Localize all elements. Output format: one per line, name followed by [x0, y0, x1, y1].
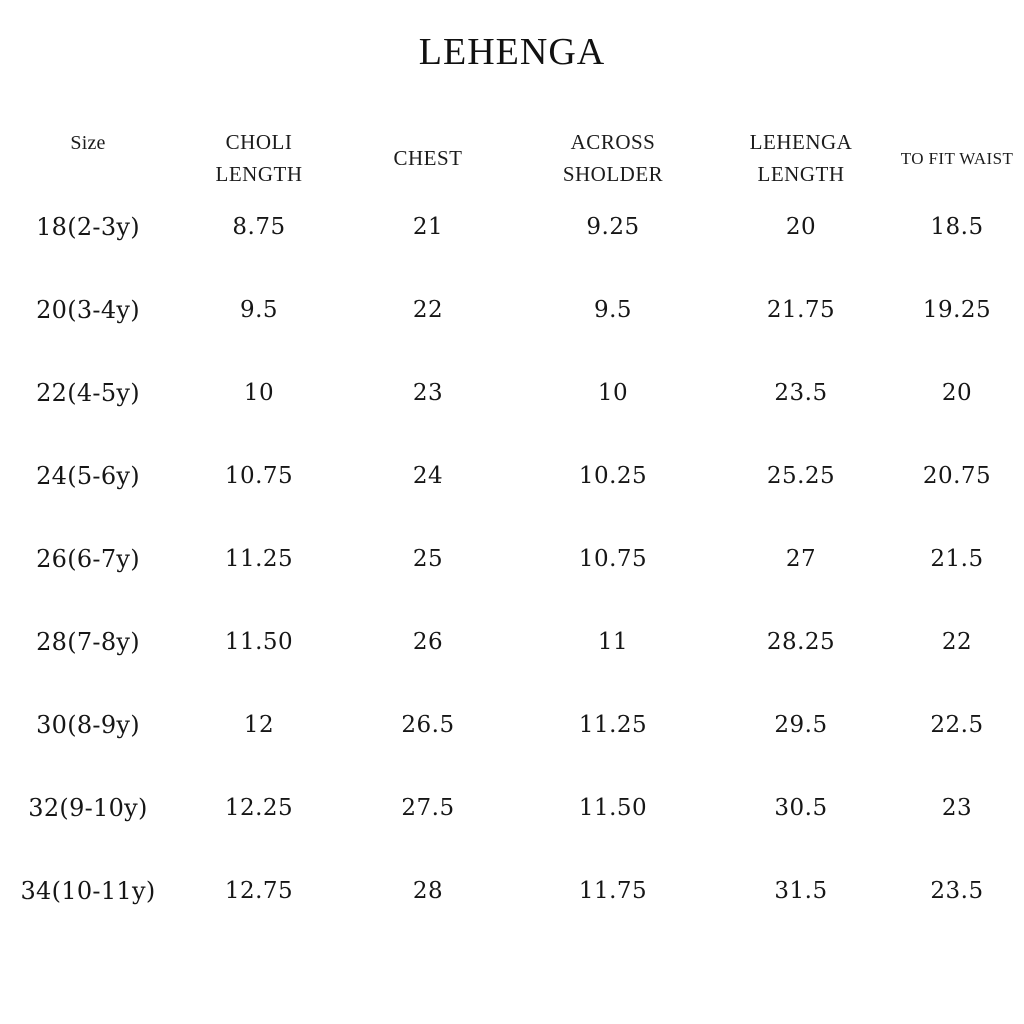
choli-length-cell: 10.75	[224, 463, 294, 490]
lehenga-length-cell: 29.5	[774, 712, 828, 739]
lehenga-length-cell: 25.25	[766, 463, 836, 490]
table-row	[0, 352, 1024, 435]
column-header-label: LENGTH	[215, 161, 303, 186]
table-row	[0, 186, 1024, 269]
column-header-label: SHOLDER	[562, 161, 664, 186]
column-header-label: TO FIT WAIST	[900, 148, 1014, 168]
page-title: LEHENGA	[418, 31, 606, 73]
column-header-to-fit-waist	[890, 146, 1024, 172]
chest-cell: 26.5	[401, 712, 455, 739]
lehenga-length-cell: 20	[785, 214, 817, 241]
size-cell: 34(10-11y)	[20, 877, 156, 906]
size-cell: 24(5-6y)	[36, 462, 140, 491]
column-header-choli-length	[176, 127, 342, 190]
chest-cell: 26	[412, 629, 444, 656]
chest-cell: 27.5	[401, 795, 455, 822]
table-row	[0, 601, 1024, 684]
choli-length-cell: 11.50	[224, 629, 294, 656]
size-cell: 20(3-4y)	[36, 296, 140, 325]
column-header-label: CHOLI	[225, 130, 293, 155]
across-sholder-cell: 10.75	[578, 546, 648, 573]
chest-cell: 25	[412, 546, 444, 573]
lehenga-length-cell: 27	[785, 546, 817, 573]
table-row	[0, 767, 1024, 850]
across-sholder-cell: 9.5	[593, 297, 633, 324]
table-row	[0, 518, 1024, 601]
to-fit-waist-cell: 23	[941, 795, 973, 822]
chest-cell: 22	[412, 297, 444, 324]
size-cell: 26(6-7y)	[36, 545, 140, 574]
column-header-label: LENGTH	[757, 161, 845, 186]
table-row	[0, 269, 1024, 352]
chest-cell: 28	[412, 878, 444, 905]
column-header-size	[0, 126, 176, 158]
lehenga-length-cell: 23.5	[774, 380, 828, 407]
lehenga-length-cell: 28.25	[766, 629, 836, 656]
across-sholder-cell: 11.50	[578, 795, 648, 822]
chest-cell: 23	[412, 380, 444, 407]
across-sholder-cell: 10	[597, 380, 629, 407]
column-header-label: LEHENGA	[749, 130, 853, 155]
table-row	[0, 850, 1024, 933]
column-header-label: CHEST	[393, 145, 463, 170]
size-cell: 22(4-5y)	[36, 379, 140, 408]
size-cell: 28(7-8y)	[36, 628, 140, 657]
to-fit-waist-cell: 20.75	[922, 463, 992, 490]
across-sholder-cell: 11	[597, 629, 629, 656]
table-row	[0, 684, 1024, 767]
column-header-across-sholder	[514, 127, 712, 190]
choli-length-cell: 8.75	[232, 214, 286, 241]
to-fit-waist-cell: 18.5	[930, 214, 984, 241]
choli-length-cell: 12.25	[224, 795, 294, 822]
table-row	[0, 435, 1024, 518]
column-header-chest	[342, 143, 514, 175]
to-fit-waist-cell: 22	[941, 629, 973, 656]
table-body	[0, 186, 1024, 933]
choli-length-cell: 11.25	[224, 546, 294, 573]
size-cell: 30(8-9y)	[36, 711, 140, 740]
column-header-label: Size	[70, 131, 106, 154]
to-fit-waist-cell: 20	[941, 380, 973, 407]
column-header-lehenga-length	[712, 127, 890, 190]
to-fit-waist-cell: 19.25	[922, 297, 992, 324]
column-header-label: ACROSS	[570, 130, 656, 155]
across-sholder-cell: 11.75	[578, 878, 648, 905]
to-fit-waist-cell: 22.5	[930, 712, 984, 739]
choli-length-cell: 10	[243, 380, 275, 407]
to-fit-waist-cell: 21.5	[930, 546, 984, 573]
lehenga-length-cell: 30.5	[774, 795, 828, 822]
lehenga-length-cell: 21.75	[766, 297, 836, 324]
table-header-row	[0, 126, 1024, 192]
choli-length-cell: 12	[243, 712, 275, 739]
across-sholder-cell: 10.25	[578, 463, 648, 490]
choli-length-cell: 12.75	[224, 878, 294, 905]
to-fit-waist-cell: 23.5	[930, 878, 984, 905]
across-sholder-cell: 11.25	[578, 712, 648, 739]
chest-cell: 21	[412, 214, 444, 241]
chest-cell: 24	[412, 463, 444, 490]
size-cell: 32(9-10y)	[28, 794, 148, 823]
choli-length-cell: 9.5	[239, 297, 279, 324]
size-cell: 18(2-3y)	[36, 213, 140, 242]
across-sholder-cell: 9.25	[586, 214, 640, 241]
lehenga-length-cell: 31.5	[774, 878, 828, 905]
